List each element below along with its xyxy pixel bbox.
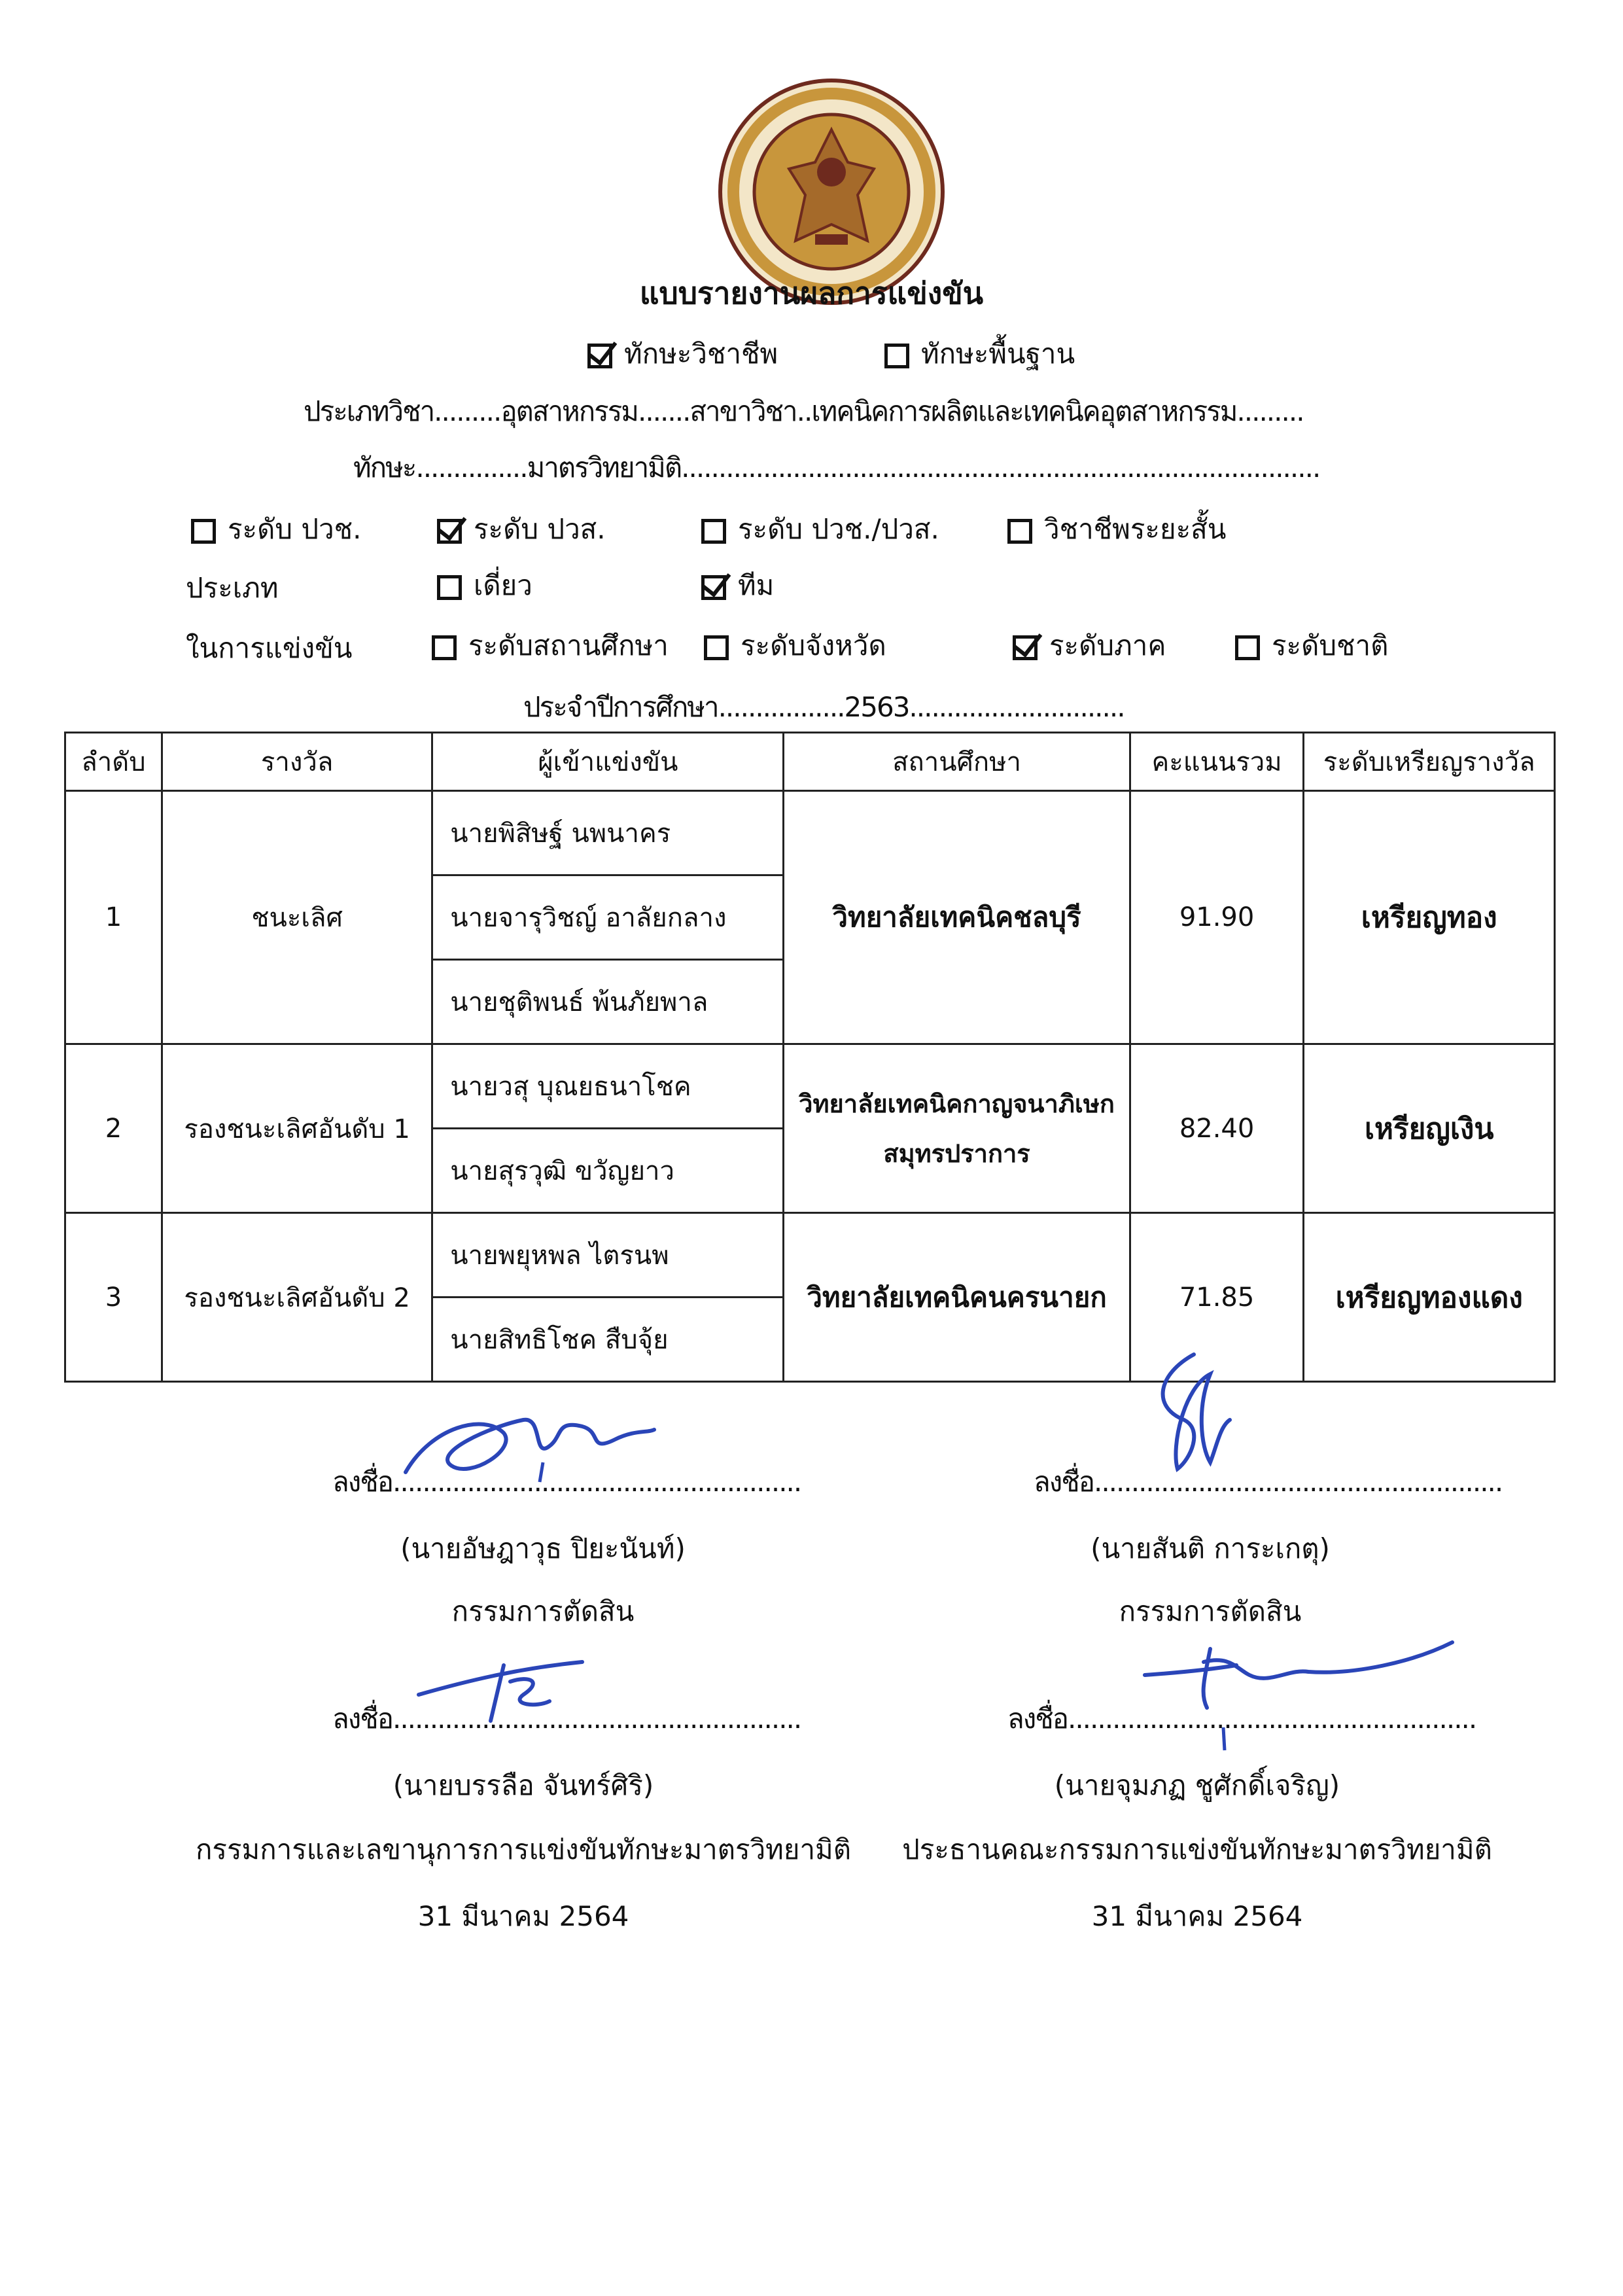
competition-label: ในการแข่งขัน <box>186 632 353 664</box>
checkbox-checked-icon <box>701 575 726 600</box>
results-table <box>64 732 1556 1383</box>
checkbox-checked-icon <box>1013 635 1038 660</box>
type-team[interactable] <box>701 564 774 607</box>
school-line-2: สมุทรปราการ <box>883 1139 1030 1168</box>
checkbox-empty-icon <box>1235 635 1260 660</box>
checkbox-empty-icon <box>1007 519 1032 544</box>
school-cell: วิทยาลัยเทคนิคชลบุรี <box>784 791 1130 1044</box>
signer-name-3: (นายบรรลือ จันทร์ศิริ) <box>393 1769 654 1801</box>
header-rank: ลำดับ <box>65 733 162 791</box>
skill-type-basic[interactable] <box>884 332 1075 376</box>
option-label: ระดับจังหวัด <box>741 629 886 662</box>
table-header-row <box>65 733 1555 791</box>
competition-province[interactable] <box>704 624 886 667</box>
checkbox-empty-icon <box>884 344 909 368</box>
competitor-cell: นายชุติพนธ์ พ้นภัยพาล <box>432 960 784 1044</box>
school-cell <box>784 1044 1130 1213</box>
level-vocational-cert[interactable] <box>191 508 362 551</box>
signature-1 <box>393 1400 667 1492</box>
form-title: แบบรายงานผลการแข่งขัน <box>639 275 984 311</box>
table-row <box>65 791 1555 875</box>
table-row <box>65 1044 1555 1129</box>
signer-role-1: กรรมการตัดสิน <box>451 1595 635 1627</box>
option-label: ทักษะวิชาชีพ <box>624 338 778 370</box>
award-cell: ชนะเลิศ <box>162 791 432 1044</box>
signer-role-3: กรรมการและเลขานุการการแข่งขันทักษะมาตรวิทยามิติ <box>195 1833 851 1865</box>
checkbox-empty-icon <box>704 635 729 660</box>
option-label: ทีม <box>738 569 775 601</box>
checkbox-empty-icon <box>701 519 726 544</box>
skill-line: ทักษะ...............มาตรวิทยามิติ...................................................................................... <box>353 451 1320 484</box>
competitor-cell: นายพยุหพล ไตรนพ <box>432 1213 784 1298</box>
rank-cell: 3 <box>65 1213 162 1382</box>
header-score: คะแนนรวม <box>1130 733 1304 791</box>
option-label: ระดับสถานศึกษา <box>468 629 669 662</box>
checkbox-empty-icon <box>437 575 462 600</box>
school-line-1: วิทยาลัยเทคนิคกาญจนาภิเษก <box>799 1089 1115 1118</box>
signature-line-2: ลงชื่อ....................................................... <box>1034 1466 1503 1498</box>
level-both[interactable] <box>701 508 939 551</box>
option-label: ระดับชาติ <box>1272 629 1389 662</box>
signature-line-3: ลงชื่อ....................................................... <box>332 1703 801 1735</box>
competitor-cell: นายพิสิษฐ์ นพนาคร <box>432 791 784 875</box>
option-label: ระดับ ปวส. <box>474 513 606 545</box>
medal-cell: เหรียญเงิน <box>1304 1044 1555 1213</box>
signer-role-2: กรรมการตัดสิน <box>1119 1595 1302 1627</box>
option-label: เดี่ยว <box>474 569 532 601</box>
medal-cell: เหรียญทอง <box>1304 791 1555 1044</box>
level-high-vocational[interactable] <box>437 508 606 551</box>
rank-cell: 2 <box>65 1044 162 1213</box>
option-label: วิชาชีพระยะสั้น <box>1044 513 1227 545</box>
checkbox-checked-icon <box>587 344 612 368</box>
signature-2 <box>1132 1348 1263 1479</box>
signature-line-4: ลงชื่อ....................................................... <box>1007 1703 1476 1735</box>
sign-date-4: 31 มีนาคม 2564 <box>1091 1900 1303 1932</box>
school-cell: วิทยาลัยเทคนิคนครนายก <box>784 1213 1130 1382</box>
signer-name-2: (นายสันติ การะเกตุ) <box>1091 1532 1330 1564</box>
competition-national[interactable] <box>1235 624 1388 667</box>
header-competitors: ผู้เข้าแข่งขัน <box>432 733 784 791</box>
header-school: สถานศึกษา <box>784 733 1130 791</box>
option-label: ระดับภาค <box>1049 629 1166 662</box>
score-cell: 82.40 <box>1130 1044 1304 1213</box>
academic-year-line: ประจำปีการศึกษา.................2563............................. <box>523 691 1125 723</box>
score-cell: 71.85 <box>1130 1213 1304 1382</box>
competition-region[interactable] <box>1013 624 1166 667</box>
level-short-course[interactable] <box>1007 508 1227 551</box>
score-cell: 91.90 <box>1130 791 1304 1044</box>
checkbox-empty-icon <box>432 635 457 660</box>
competitor-cell: นายจารุวิชญ์ อาลัยกลาง <box>432 875 784 960</box>
medal-cell: เหรียญทองแดง <box>1304 1213 1555 1382</box>
signature-line-1: ลงชื่อ....................................................... <box>332 1466 801 1498</box>
signer-name-4: (นายจุมภฏ ชูศักดิ์เจริญ) <box>1054 1769 1340 1801</box>
option-label: ทักษะพื้นฐาน <box>921 338 1075 370</box>
competitor-cell: นายสุรวุฒิ ขวัญยาว <box>432 1129 784 1213</box>
type-label: ประเภท <box>186 572 279 604</box>
category-line: ประเภทวิชา.........อุตสาหกรรม.......สาขาวิชา..เทคนิคการผลิตและเทคนิคอุตสาหกรรม......... <box>304 395 1304 427</box>
signature-3 <box>412 1655 595 1727</box>
competition-school[interactable] <box>432 624 669 667</box>
option-label: ระดับ ปวช. <box>228 513 362 545</box>
sign-date-3: 31 มีนาคม 2564 <box>417 1900 629 1932</box>
competitor-cell: นายสิทธิโชค สืบจุ้ย <box>432 1298 784 1382</box>
signer-role-4: ประธานคณะกรรมการแข่งขันทักษะมาตรวิทยามิติ <box>902 1833 1492 1865</box>
signature-4 <box>1138 1623 1465 1754</box>
skill-type-professional[interactable] <box>587 332 778 376</box>
header-medal: ระดับเหรียญรางวัล <box>1304 733 1555 791</box>
signer-name-1: (นายอัษฎาวุธ ปิยะนันท์) <box>400 1532 686 1564</box>
award-cell: รองชนะเลิศอันดับ 1 <box>162 1044 432 1213</box>
table-row <box>65 1213 1555 1298</box>
option-label: ระดับ ปวช./ปวส. <box>738 513 939 545</box>
rank-cell: 1 <box>65 791 162 1044</box>
award-cell: รองชนะเลิศอันดับ 2 <box>162 1213 432 1382</box>
competitor-cell: นายวสุ บุณยธนาโชค <box>432 1044 784 1129</box>
checkbox-empty-icon <box>191 519 216 544</box>
type-individual[interactable] <box>437 564 532 607</box>
checkbox-checked-icon <box>437 519 462 544</box>
header-award: รางวัล <box>162 733 432 791</box>
